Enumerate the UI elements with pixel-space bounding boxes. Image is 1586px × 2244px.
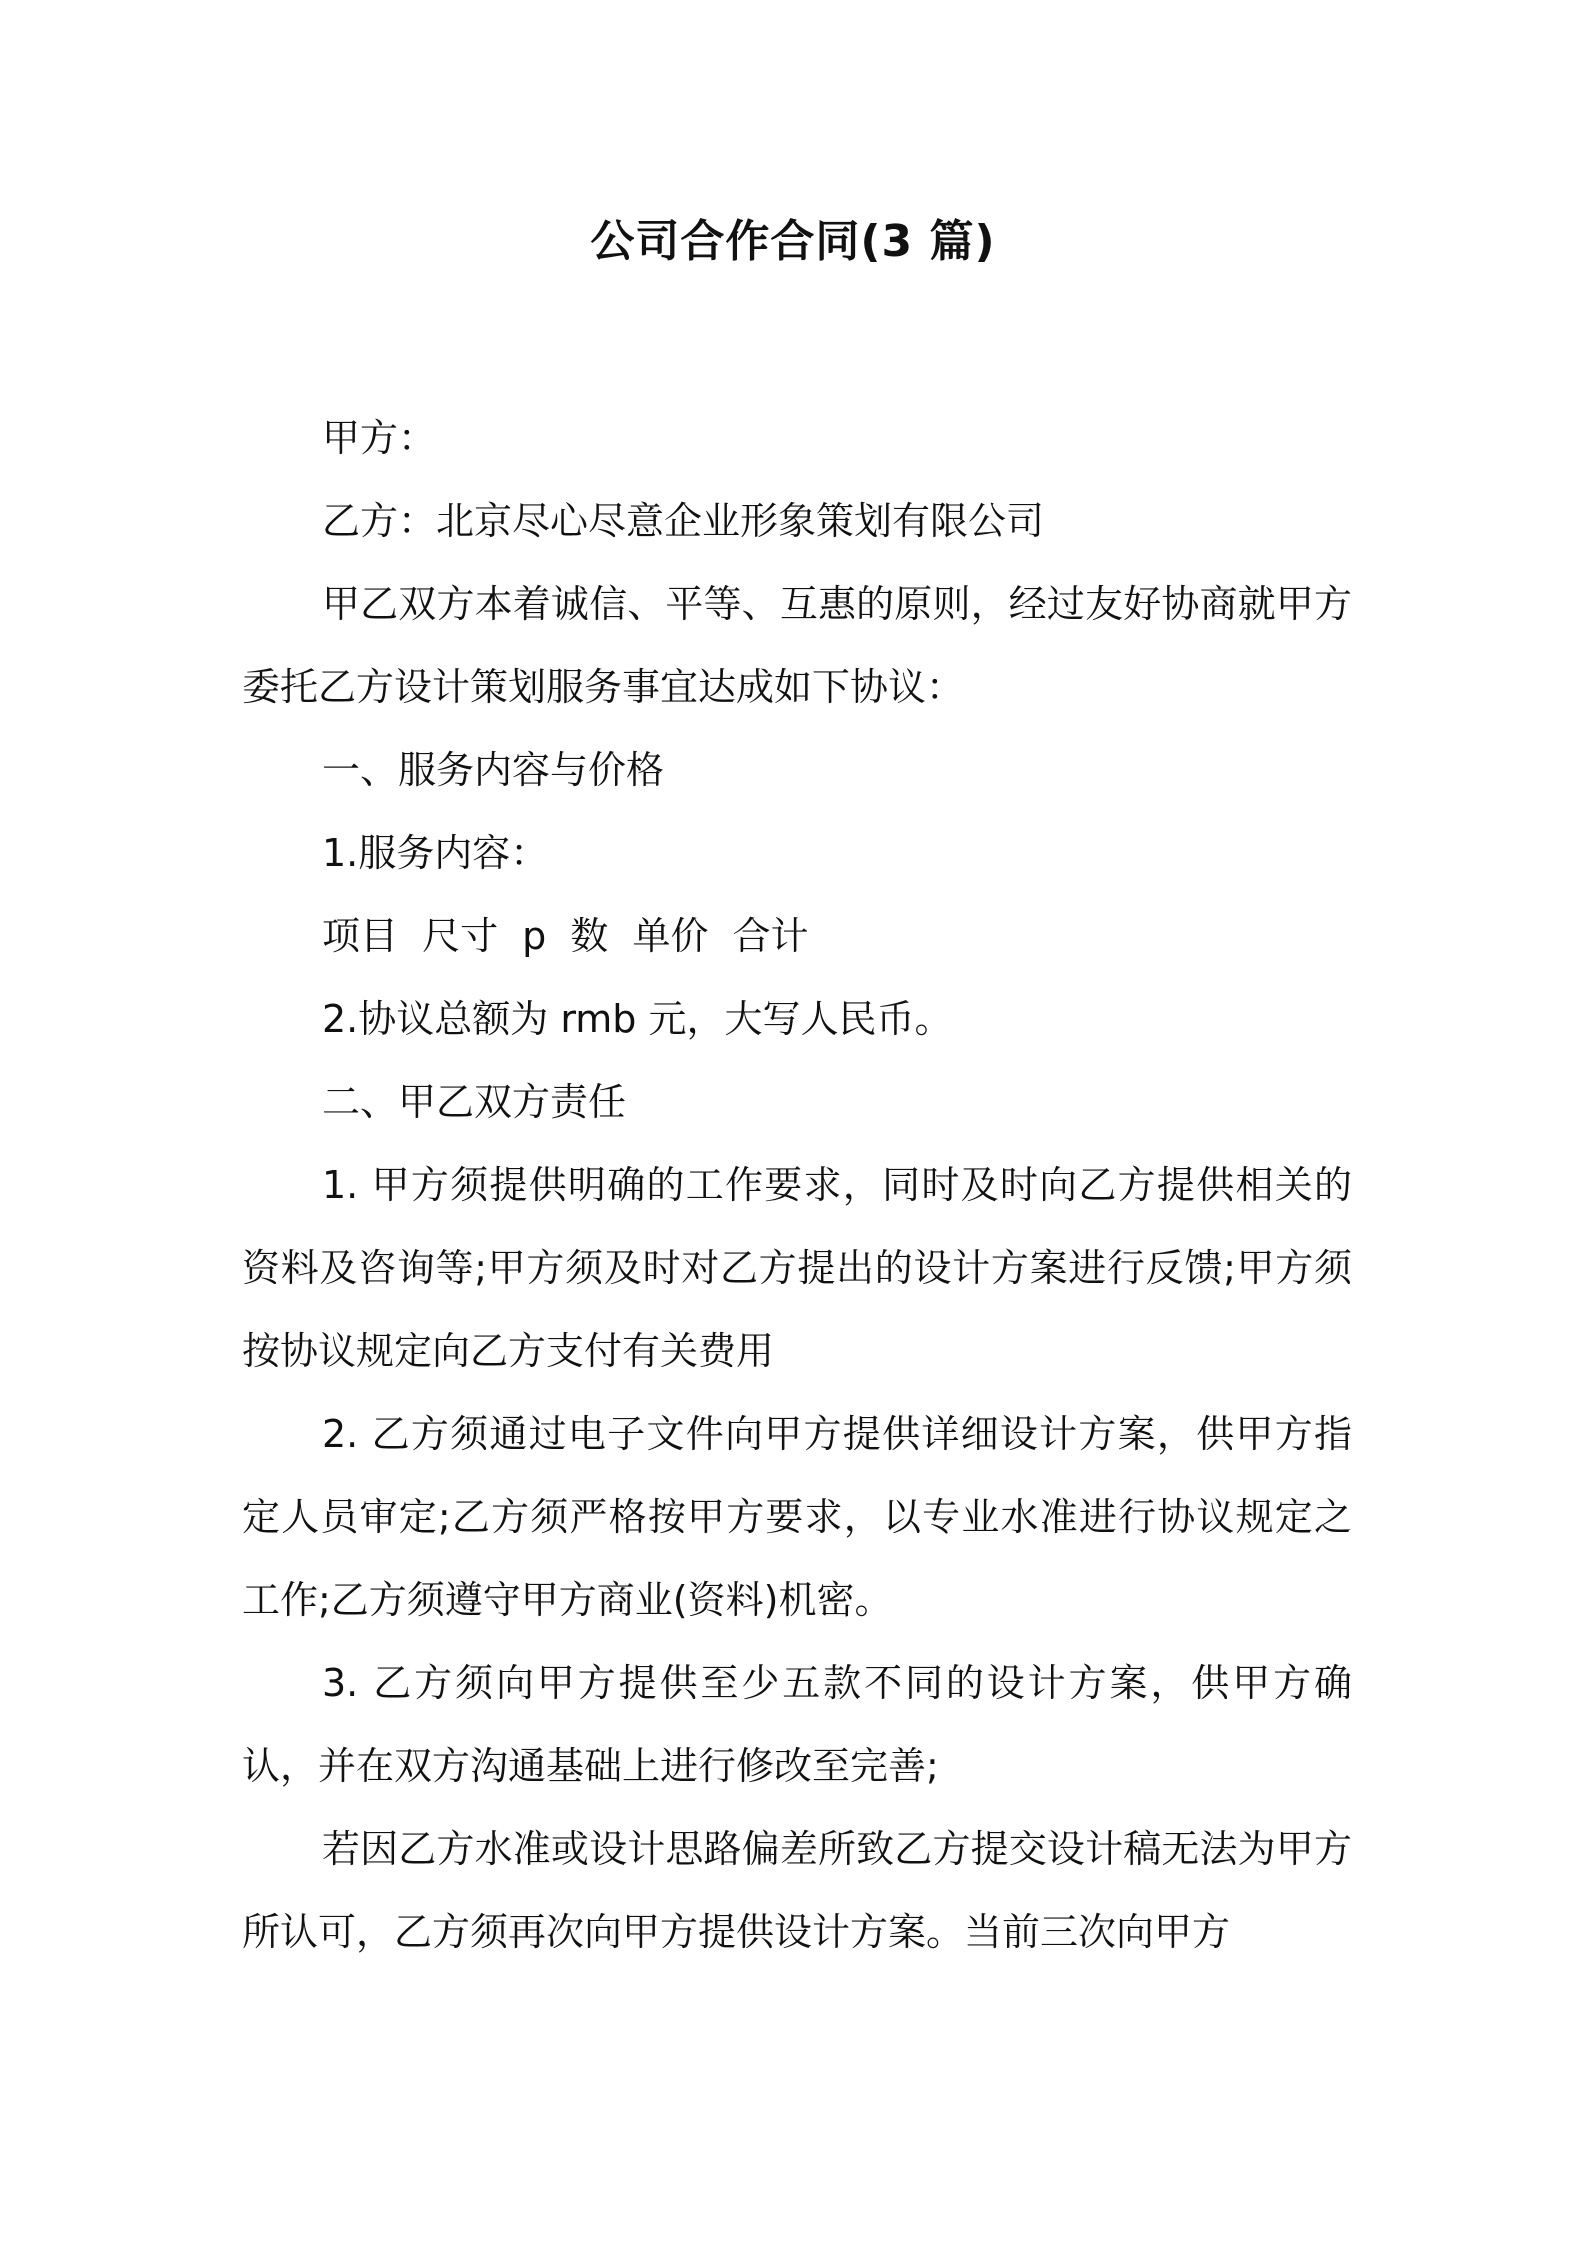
service-table-header: 项目 尺寸 p 数 单价 合计 xyxy=(322,914,809,958)
clause-2-paragraph: 2. 乙方须通过电子文件向甲方提供详细设计方案，供甲方指定人员审定;乙方须严格按甲方要求，以专业水准进行协议规定之工作;乙方须遵守甲方商业(资料)机密。 xyxy=(242,1412,1352,1622)
clause-3-continuation: 若因乙方水准或设计思路偏差所致乙方提交设计稿无法为甲方所认可，乙方须再次向甲方提供设计方案。当前三次向甲方 xyxy=(242,1827,1352,1954)
clause-3-paragraph: 3. 乙方须向甲方提供至少五款不同的设计方案，供甲方确认，并在双方沟通基础上进行修改至完善; xyxy=(242,1661,1352,1788)
document-body xyxy=(242,397,1352,1974)
party-a-line: 甲方： xyxy=(322,416,437,460)
clause-1-paragraph: 1. 甲方须提供明确的工作要求，同时及时向乙方提供相关的资料及咨询等;甲方须及时对乙方提出的设计方案进行反馈;甲方须按协议规定向乙方支付有关费用 xyxy=(242,1163,1352,1373)
section-heading-responsibilities: 二、甲乙双方责任 xyxy=(322,1080,627,1124)
service-content-label: 1.服务内容： xyxy=(322,831,549,875)
document-title: 公司合作合同(3 篇) xyxy=(590,216,996,267)
section-heading-services: 一、服务内容与价格 xyxy=(322,748,665,792)
total-amount-line: 2.协议总额为 rmb 元，大写人民币。 xyxy=(322,997,953,1041)
party-b-line: 乙方：北京尽心尽意企业形象策划有限公司 xyxy=(322,499,1045,543)
preamble-paragraph: 甲乙双方本着诚信、平等、互惠的原则，经过友好协商就甲方委托乙方设计策划服务事宜达成如下协议： xyxy=(242,582,1352,709)
